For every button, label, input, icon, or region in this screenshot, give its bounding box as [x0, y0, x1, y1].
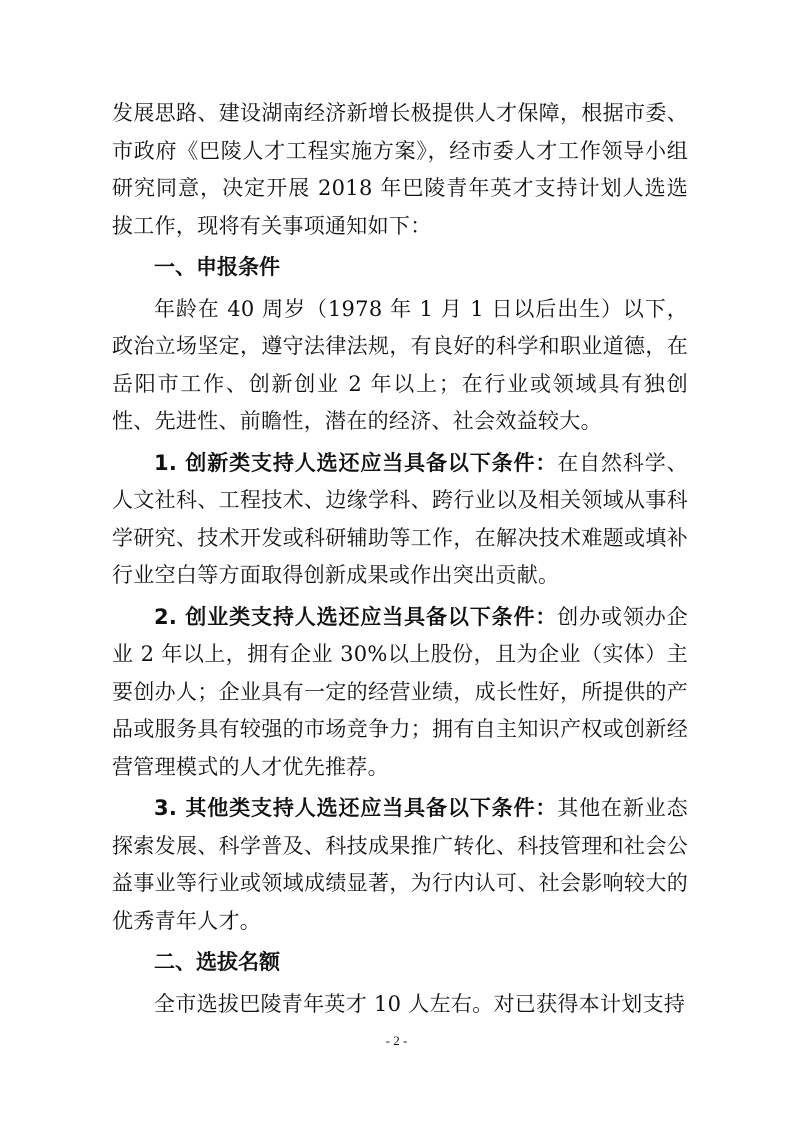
condition-item-innovation [112, 445, 688, 595]
intro-paragraph: 发展思路、建设湖南经济新增长极提供人才保障，根据市委、市政府《巴陵人才工程实施方案》，经市委人才工作领导小组研究同意，决定开展 2018 年巴陵青年英才支持计划人选选拔工作，现将有关事项通知如下： [112, 101, 688, 238]
condition-item-text: 其他在新业态探索发展、科学普及、科技成果推广转化、科技管理和社会公益事业等行业或领域成绩显著，为行内认可、社会影响较大的优秀青年人才。 [112, 796, 688, 933]
condition-item-lead: 3. 其他类支持人选还应当具备以下条件： [154, 796, 558, 820]
condition-item-lead: 1. 创新类支持人选还应当具备以下条件： [154, 450, 558, 475]
page-number: - 2 - [385, 1033, 408, 1048]
section-heading-conditions: 一、申报条件 [154, 255, 280, 279]
condition-item-text: 在自然科学、人文社科、工程技术、边缘学科、跨行业以及相关领域从事科学研究、技术开发或科研辅助等工作，在解决技术难题或填补行业空白等方面取得创新成果或作出突出贡献。 [112, 450, 688, 587]
condition-item-lead: 2. 创业类支持人选还应当具备以下条件： [154, 604, 558, 629]
conditions-paragraph: 年龄在 40 周岁（1978 年 1 月 1 日以后出生）以下，政治立场坚定，遵守法律法规，有良好的科学和职业道德，在岳阳市工作、创新创业 2 年以上；在行业或领域具有独创性、先进性、前瞻性，潜在的经济、社会效益较大。 [112, 296, 688, 433]
quota-paragraph: 全市选拔巴陵青年英才 10 人左右。对已获得本计划支持 [154, 991, 686, 1016]
document-body [112, 95, 688, 1023]
section-heading-quota: 二、选拔名额 [154, 950, 280, 974]
condition-item-entrepreneurship [112, 599, 688, 787]
condition-item-text: 创办或领办企业 2 年以上，拥有企业 30%以上股份，且为企业（实体）主要创办人；企业具有一定的经营业绩，成长性好，所提供的产品或服务具有较强的市场竞争力；拥有自主知识产权或创新经营管理模式的人才优先推荐。 [112, 604, 688, 779]
condition-item-other [112, 790, 688, 940]
